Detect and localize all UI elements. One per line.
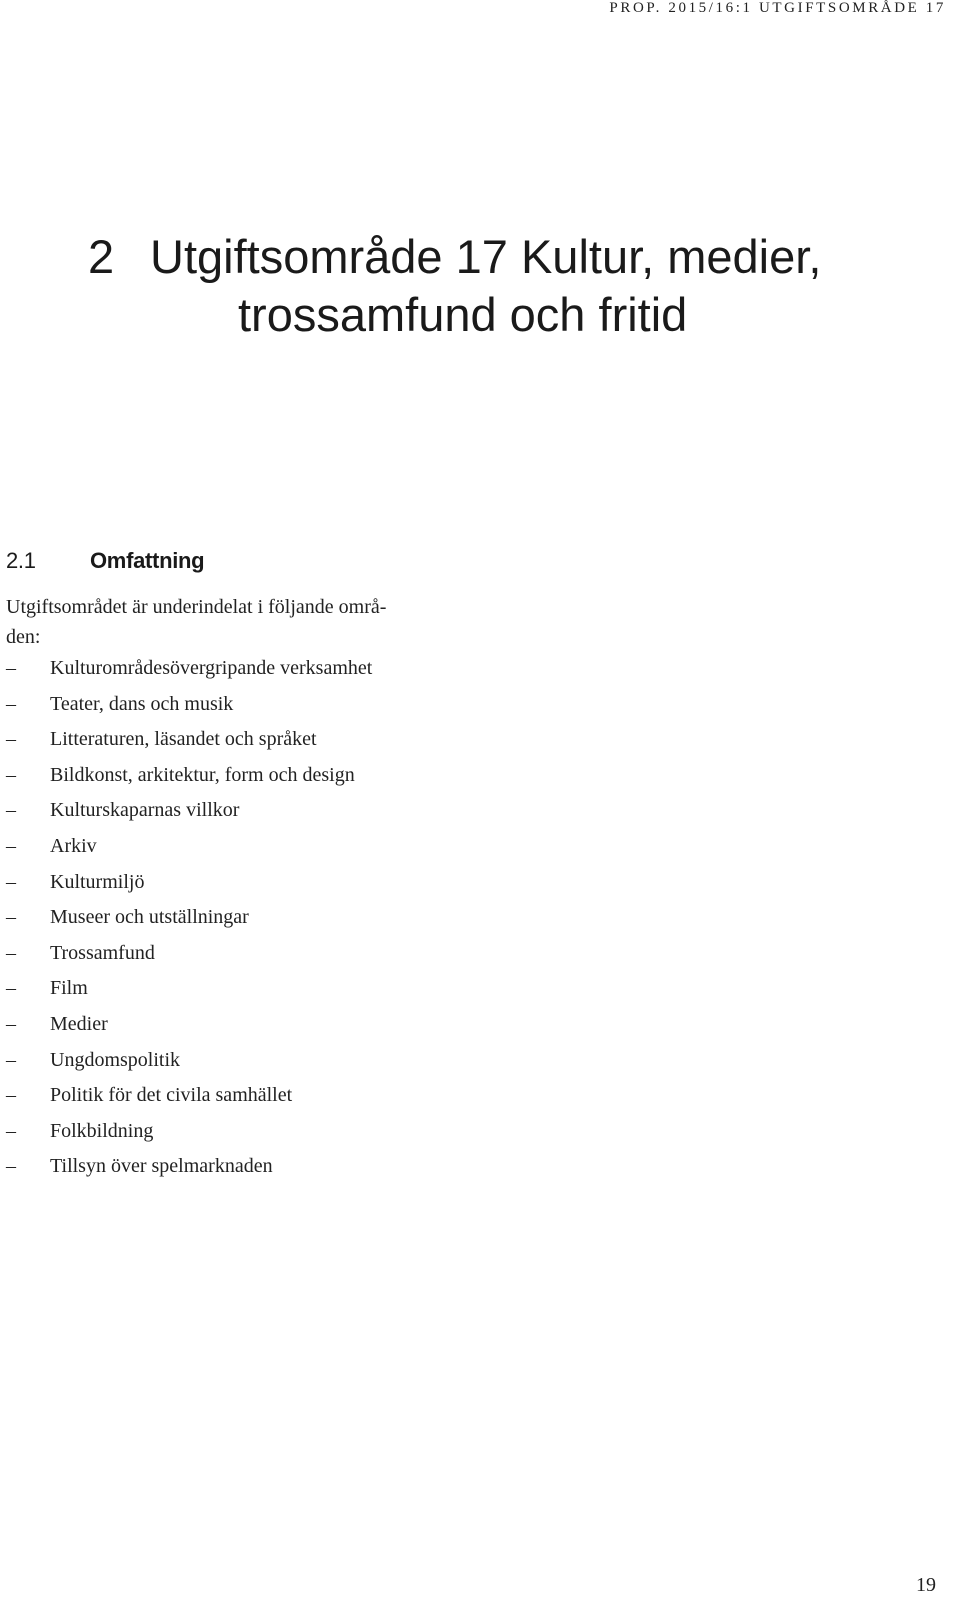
list-item-text: Bildkonst, arkitektur, form och design [50, 763, 355, 786]
list-dash: – [6, 728, 16, 751]
list-dash: – [6, 1155, 16, 1178]
list-item-text: Ungdomspolitik [50, 1048, 181, 1071]
list-dash: – [6, 657, 16, 679]
list-item-text: Arkiv [50, 834, 97, 857]
list-item-text: Film [50, 977, 88, 1000]
list-item [6, 1151, 372, 1187]
list-dash: – [6, 870, 16, 893]
running-header: PROP. 2015/16:1 UTGIFTSOMRÅDE 17 [609, 0, 946, 16]
list-item-text: Medier [50, 1012, 108, 1035]
list-dash: – [6, 763, 16, 786]
list-dash: – [6, 941, 16, 964]
list-item [6, 902, 372, 938]
list-item [6, 831, 372, 867]
list-dash: – [6, 906, 16, 929]
area-list [6, 653, 372, 1187]
list-item [6, 653, 372, 689]
list-item [6, 795, 372, 831]
chapter-title-line2: trossamfund och fritid [238, 288, 688, 341]
list-item [6, 973, 372, 1009]
intro-line2: den: [6, 626, 41, 648]
list-item-text: Museer och utställningar [50, 906, 249, 929]
list-item [6, 1116, 372, 1152]
list-dash: – [6, 1048, 16, 1071]
section-title: Omfattning [90, 548, 205, 573]
list-dash: – [6, 1012, 16, 1035]
list-item-text: Kulturmiljö [50, 870, 145, 893]
list-item-text: Kulturområdesövergripande verksamhet [50, 657, 373, 679]
list-item [6, 938, 372, 974]
list-item-text: Folkbildning [50, 1119, 154, 1142]
list-item [6, 724, 372, 760]
list-dash: – [6, 799, 16, 822]
list-item [6, 867, 372, 903]
list-item-text: Politik för det civila samhället [50, 1084, 293, 1107]
list-dash: – [6, 1119, 16, 1142]
list-item [6, 1045, 372, 1081]
page-number: 19 [916, 1574, 936, 1596]
chapter-title-line1: Utgiftsområde 17 Kultur, medier, [150, 230, 822, 283]
list-item [6, 1009, 372, 1045]
list-item [6, 689, 372, 725]
list-dash: – [6, 692, 16, 715]
chapter-title [88, 228, 948, 344]
list-dash: – [6, 1084, 16, 1107]
list-item-text: Kulturskaparnas villkor [50, 799, 240, 822]
list-dash: – [6, 977, 16, 1000]
chapter-number: 2 [88, 230, 115, 283]
intro-line1: Utgiftsområdet är underindelat i följande områ- [6, 596, 387, 618]
list-item [6, 760, 372, 796]
list-item [6, 1080, 372, 1116]
intro-paragraph [6, 592, 466, 652]
list-item-text: Litteraturen, läsandet och språket [50, 728, 317, 751]
section-number: 2.1 [6, 548, 36, 573]
list-item-text: Teater, dans och musik [50, 692, 234, 715]
section-heading [6, 548, 204, 574]
list-item-text: Trossamfund [50, 941, 155, 964]
list-dash: – [6, 834, 16, 857]
list-item-text: Tillsyn över spelmarknaden [50, 1155, 273, 1178]
